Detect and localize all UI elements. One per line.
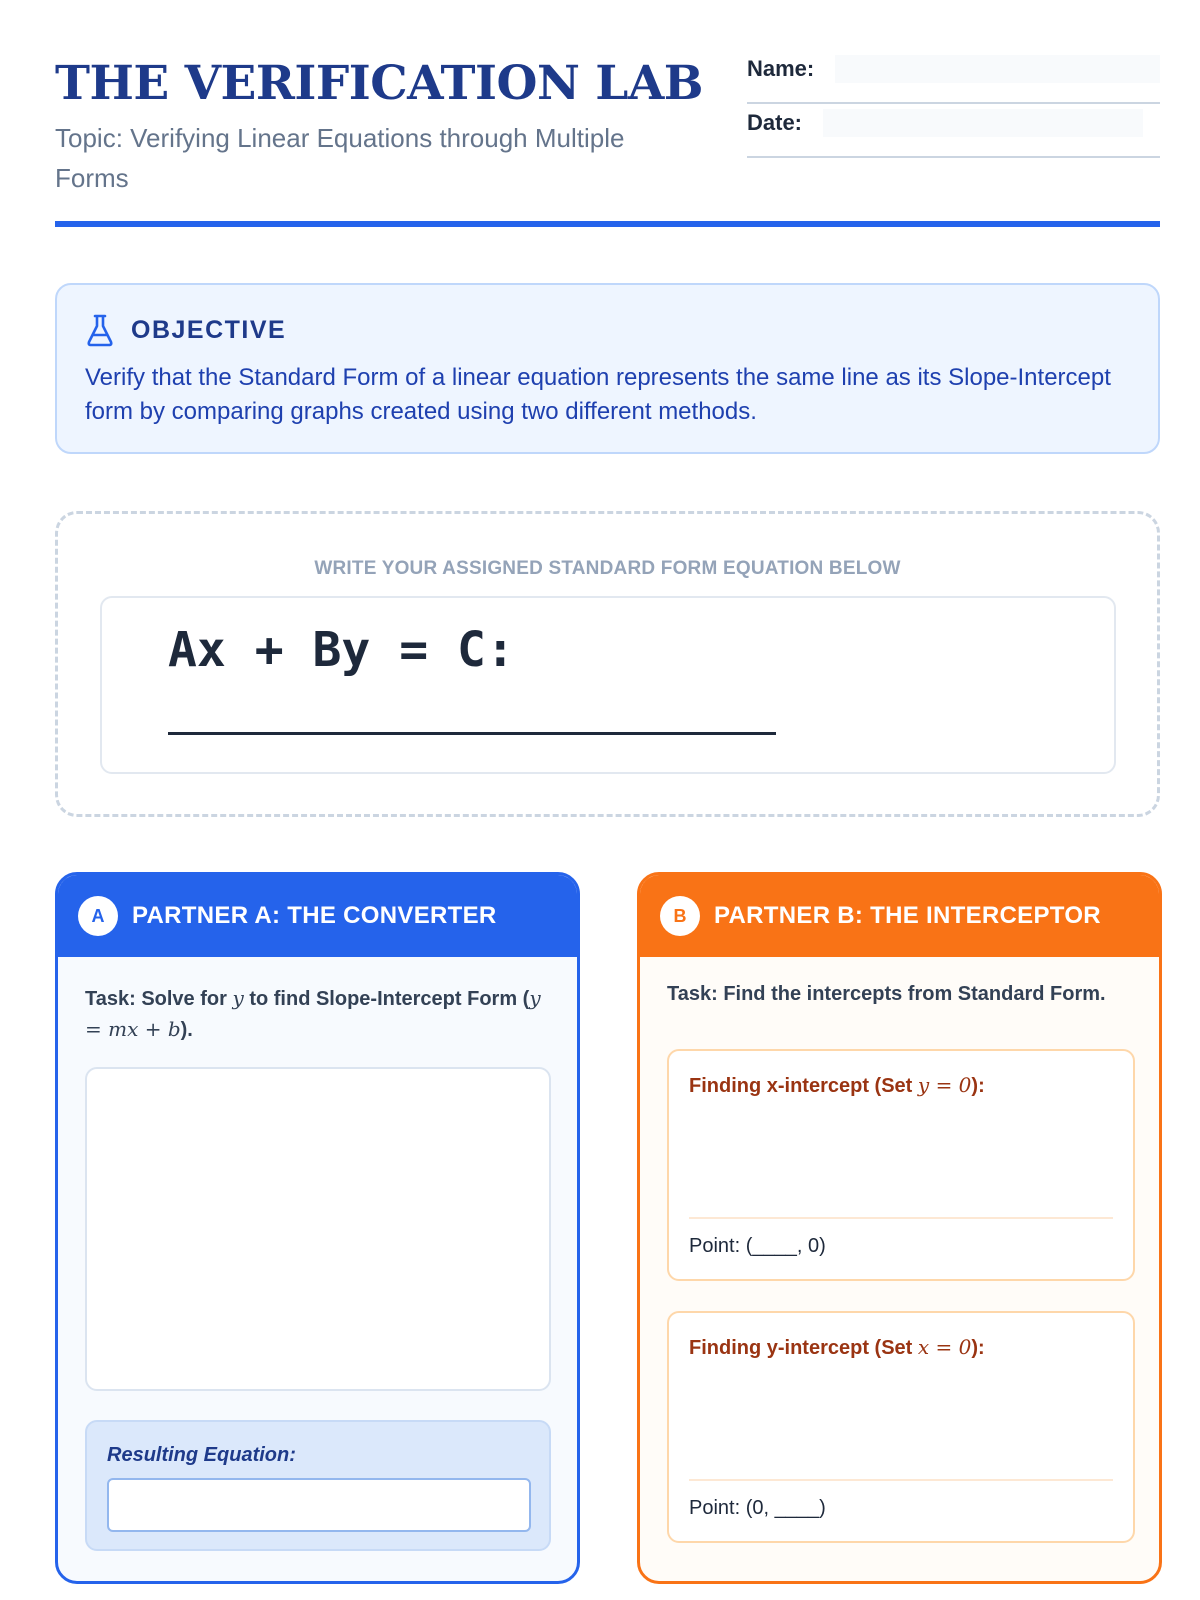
date-label: Date:: [747, 110, 803, 135]
partner-b-header: [640, 875, 1159, 957]
task-formula: y = mx + b: [85, 986, 541, 1041]
label-math: x = 0: [917, 1335, 972, 1359]
resulting-equation-label: Resulting Equation:: [107, 1444, 296, 1466]
date-field-row: [747, 104, 1160, 158]
partner-b-task: Task: Find the intercepts from Standard Form.: [667, 983, 1106, 1005]
partner-b-card: [637, 872, 1162, 1584]
partner-a-card: [55, 872, 580, 1584]
y-intercept-divider: [689, 1479, 1113, 1481]
name-field[interactable]: [835, 55, 1160, 83]
date-field[interactable]: [823, 109, 1143, 137]
y-intercept-point: Point: (0, ____): [689, 1497, 826, 1519]
objective-heading: [85, 313, 286, 347]
equation-caption: WRITE YOUR ASSIGNED STANDARD FORM EQUATION BELOW: [314, 558, 901, 579]
partner-a-title: PARTNER A: THE CONVERTER: [132, 902, 497, 929]
worksheet-title: THE VERIFICATION LAB: [55, 56, 704, 111]
y-intercept-panel[interactable]: [667, 1311, 1135, 1543]
student-info-fields: [747, 50, 1160, 158]
y-intercept-label: [689, 1335, 985, 1360]
name-field-row: [747, 50, 1160, 104]
partner-b-title: PARTNER B: THE INTERCEPTOR: [714, 902, 1101, 929]
partner-a-work-area[interactable]: [85, 1067, 551, 1391]
objective-panel: [55, 283, 1160, 454]
x-intercept-label: [689, 1073, 985, 1098]
partner-a-badge: A: [78, 896, 118, 936]
standard-form-label: Ax + By = C:: [168, 622, 515, 678]
x-intercept-panel[interactable]: [667, 1049, 1135, 1281]
label-math: y = 0: [917, 1073, 972, 1097]
name-label: Name:: [747, 56, 815, 81]
task-text: ).: [180, 1019, 193, 1041]
equation-answer-line: [168, 732, 776, 735]
label-text: Finding y-intercept (Set: [689, 1337, 918, 1359]
label-text: Finding x-intercept (Set: [689, 1075, 918, 1097]
label-text: ):: [971, 1075, 985, 1097]
partner-a-task: [85, 983, 555, 1045]
partner-a-header: [58, 875, 577, 957]
worksheet-header: [55, 50, 1160, 230]
task-variable: y: [232, 986, 244, 1010]
objective-text: Verify that the Standard Form of a linear equation represents the same line as its Slope-Intercept form by comparing graphs created using two different methods.: [85, 364, 1111, 425]
objective-title: OBJECTIVE: [131, 315, 287, 344]
partner-b-badge: B: [660, 896, 700, 936]
resulting-equation-panel: [85, 1420, 551, 1551]
label-text: ):: [971, 1337, 985, 1359]
x-intercept-divider: [689, 1217, 1113, 1219]
task-text: Task: Solve for: [85, 988, 233, 1010]
header-divider: [55, 221, 1160, 227]
equation-section: [55, 511, 1160, 817]
flask-icon: [85, 313, 117, 347]
resulting-equation-field[interactable]: [107, 1478, 531, 1532]
worksheet-topic: Topic: Verifying Linear Equations through Multiple Forms: [55, 123, 625, 193]
x-intercept-point: Point: (____, 0): [689, 1235, 826, 1257]
task-text: to find Slope-Intercept Form (: [243, 988, 530, 1010]
equation-writing-area[interactable]: [100, 596, 1116, 774]
